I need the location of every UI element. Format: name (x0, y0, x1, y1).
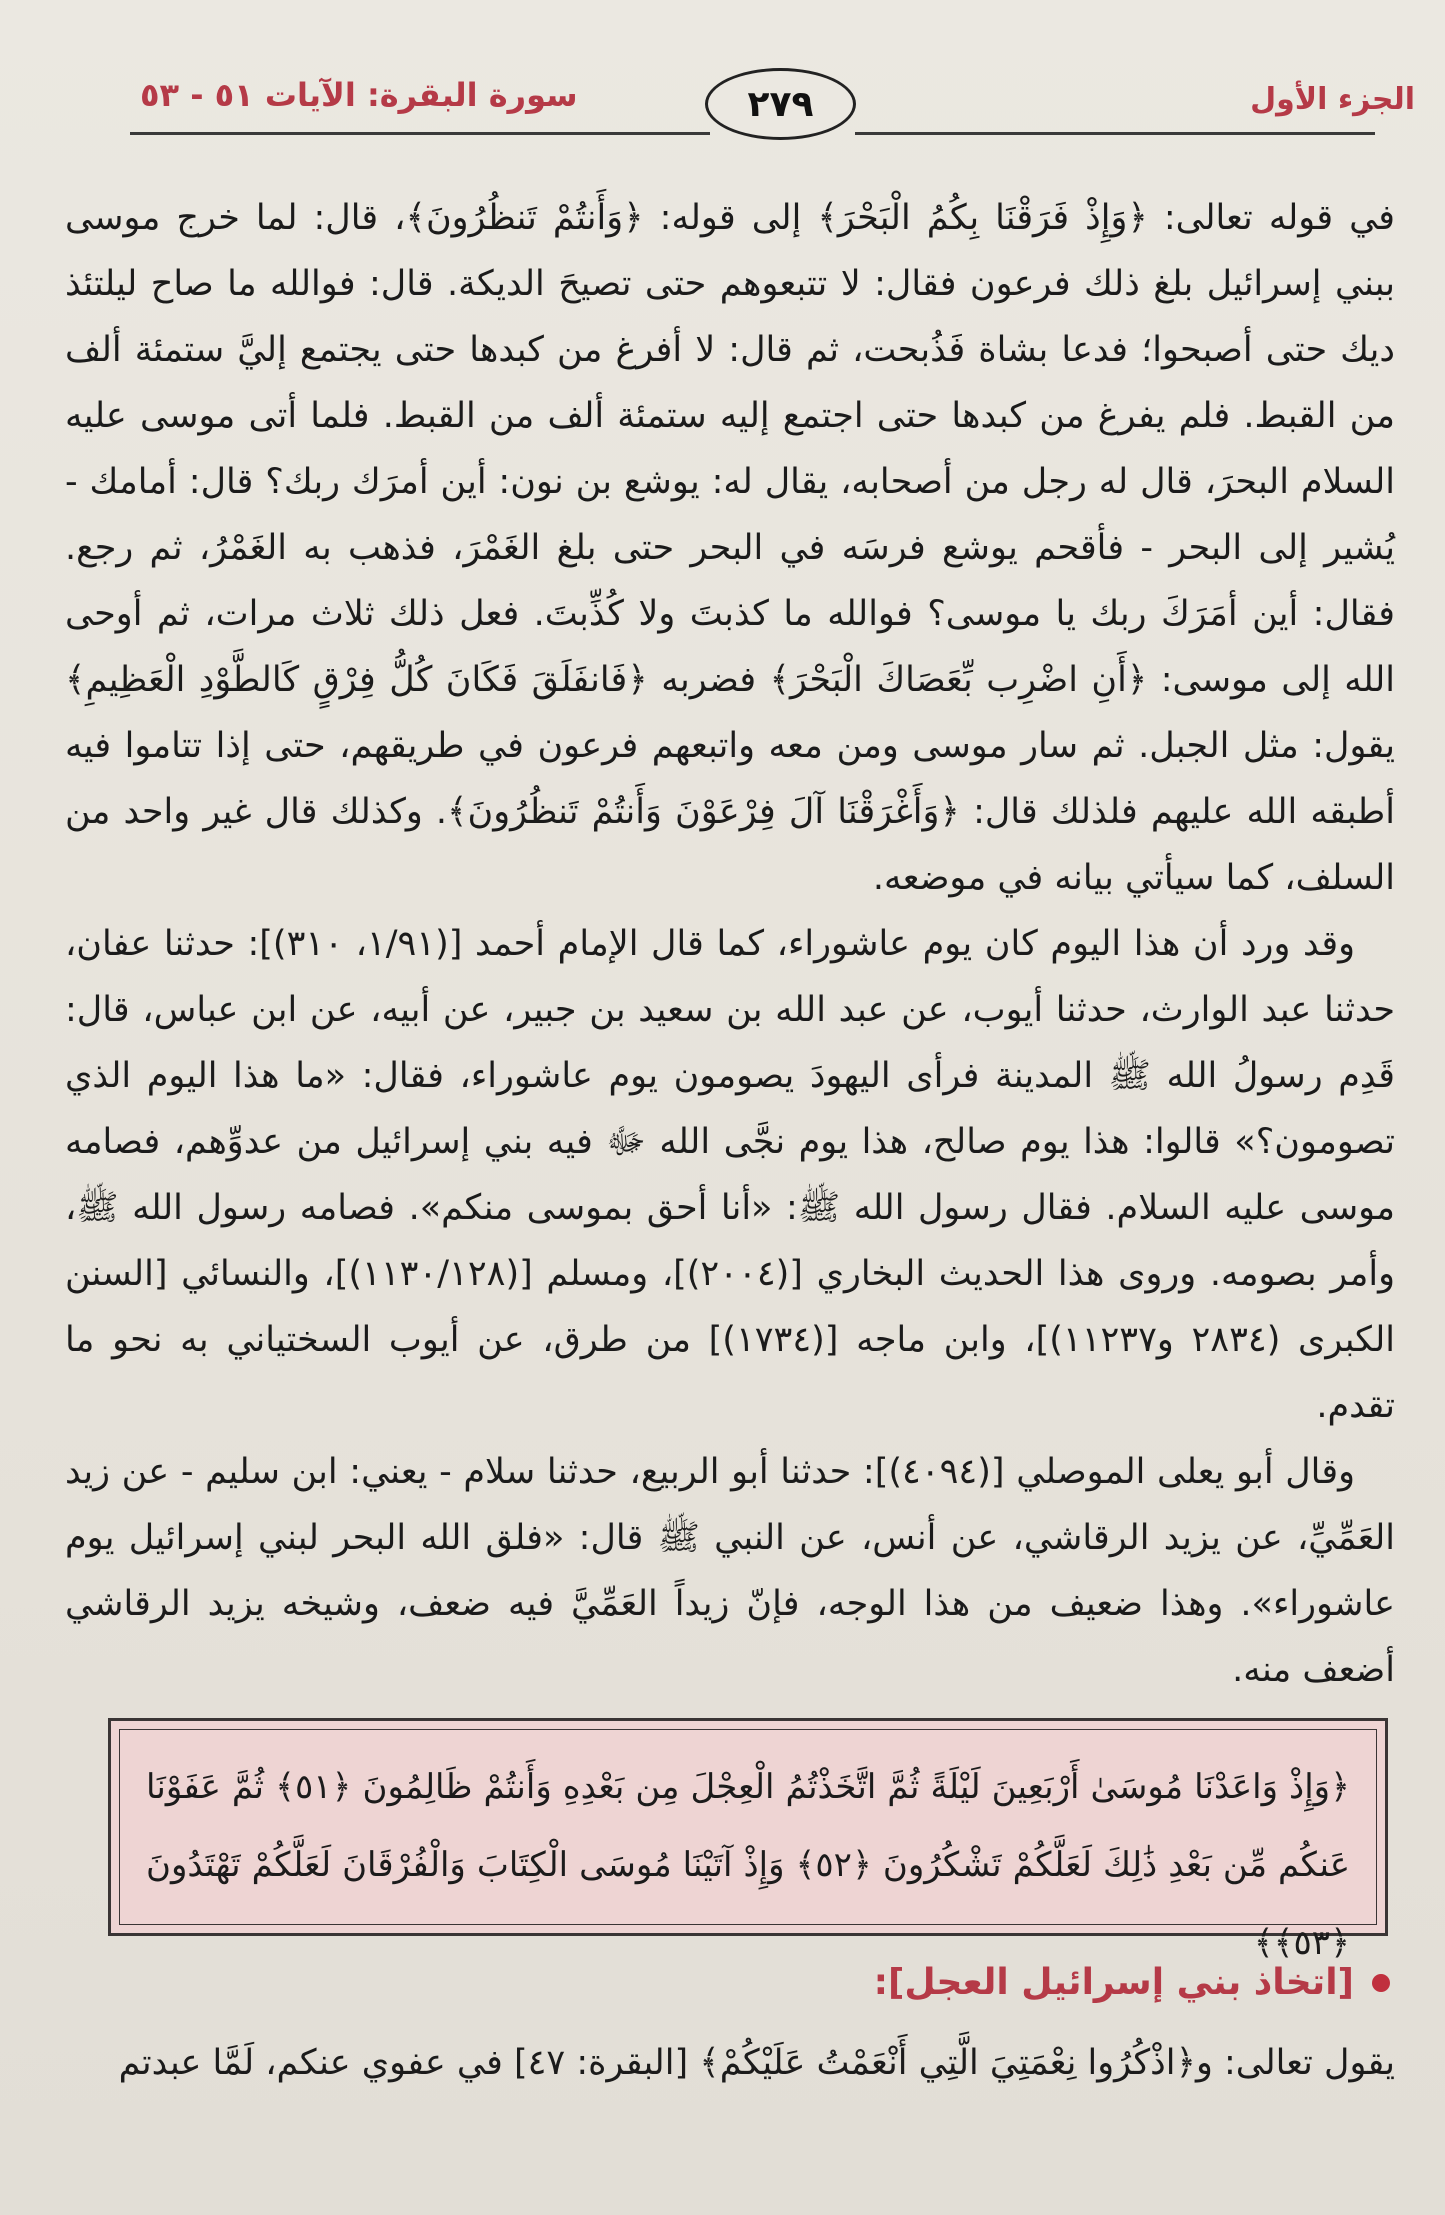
page-number: ٢٧٩ (705, 68, 856, 140)
surah-verses-title: سورة البقرة: الآيات ٥١ - ٥٣ (140, 76, 578, 114)
quran-verse-box (108, 1718, 1388, 1963)
paragraph-2: وقد ورد أن هذا اليوم كان يوم عاشوراء، كما قال الإمام أحمد [(١/٩١، ٣١٠)]: حدثنا عفان، حدثنا عبد الوارث، حدثنا أيوب، عن عبد الله بن سعيد بن جبير، عن أبيه، عن ابن عباس، قال: قَدِم رسولُ الله ﷺ المدينة فرأى اليهودَ يصومون يوم عاشوراء، فقال: «ما هذا اليوم الذي تصومون؟» قالوا: هذا يوم صالح، هذا يوم نجَّى الله ﷻ فيه بني إسرائيل من عدوِّهم، فصامه موسى عليه السلام. فقال رسول الله ﷺ: «أنا أحق بموسى منكم». فصامه رسول الله ﷺ، وأمر بصومه. وروى هذا الحديث البخاري [(٢٠٠٤)]، ومسلم [(١١٣٠/١٢٨)]، والنسائي [السنن الكبرى (٢٨٣٤ و١١٢٣٧)]، وابن ماجه [(١٧٣٤)] من طرق، عن أيوب السختياني به نحو ما تقدم. (65, 924, 1395, 1426)
commentary-text (65, 185, 1395, 1703)
paragraph-3: وقال أبو يعلى الموصلي [(٤٠٩٤)]: حدثنا أبو الربيع، حدثنا سلام - يعني: ابن سليم - عن زيد العَمِّيِّ، عن يزيد الرقاشي، عن أنس، عن النبي ﷺ قال: «فلق الله البحر لبني إسرائيل يوم عاشوراء». وهذا ضعيف من هذا الوجه، فإنّ زيداً العَمِّيَّ فيه ضعف، وشيخه يزيد الرقاشي أضعف منه. (65, 1452, 1395, 1690)
header-rule-right (855, 132, 1375, 135)
closing-line: يقول تعالى: و﴿اذْكُرُوا نِعْمَتِيَ الَّتِي أَنْعَمْتُ عَلَيْكُمْ﴾ [البقرة: ٤٧] في عفوي عنكم، لَمَّا عبدتم (118, 2043, 1395, 2083)
quran-verse-text: ﴿وَإِذْ وَاعَدْنَا مُوسَىٰ أَرْبَعِينَ لَيْلَةً ثُمَّ اتَّخَذْتُمُ الْعِجْلَ مِن بَعْدِهِ وَأَنتُمْ ظَالِمُونَ ﴿٥١﴾ ثُمَّ عَفَوْنَا عَنكُم مِّن بَعْدِ ذَٰلِكَ لَعَلَّكُمْ تَشْكُرُونَ ﴿٥٢﴾ وَإِذْ آتَيْنَا مُوسَى الْكِتَابَ وَالْفُرْقَانَ لَعَلَّكُمْ تَهْتَدُونَ ﴿٥٣﴾﴾ (119, 1729, 1377, 1925)
section-heading-text: [اتخاذ بني إسرائيل العجل]: (873, 1962, 1354, 2003)
section-heading (874, 1962, 1390, 2003)
paragraph-1: في قوله تعالى: ﴿وَإِذْ فَرَقْنَا بِكُمُ الْبَحْرَ﴾ إلى قوله: ﴿وَأَنتُمْ تَنظُرُونَ﴾، قال: لما خرج موسى ببني إسرائيل بلغ ذلك فرعون فقال: لا تتبعوهم حتى تصيحَ الديكة. قال: فوالله ما صاح ليلتئذ ديك حتى أصبحوا؛ فدعا بشاة فَذُبحت، ثم قال: لا أفرغ من كبدها حتى يجتمع إليَّ ستمئة ألف من القبط. فلم يفرغ من كبدها حتى اجتمع إليه ستمئة ألف من القبط. فلما أتى موسى عليه السلام البحرَ، قال له رجل من أصحابه، يقال له: يوشع بن نون: أين أمرَك ربك؟ قال: أمامك - يُشير إلى البحر - فأقحم يوشع فرسَه في البحر حتى بلغ الغَمْرَ، فذهب به الغَمْرُ، ثم رجع. فقال: أين أمَرَكَ ربك يا موسى؟ فوالله ما كذبتَ ولا كُذِّبتَ. فعل ذلك ثلاث مرات، ثم أوحى الله إلى موسى: ﴿أَنِ اضْرِب بِّعَصَاكَ الْبَحْرَ﴾ فضربه ﴿فَانفَلَقَ فَكَانَ كُلُّ فِرْقٍ كَالطَّوْدِ الْعَظِيمِ﴾ يقول: مثل الجبل. ثم سار موسى ومن معه واتبعهم فرعون في طريقهم، حتى إذا تتاموا فيه أطبقه الله عليهم فلذلك قال: ﴿وَأَغْرَقْنَا آلَ فِرْعَوْنَ وَأَنتُمْ تَنظُرُونَ﴾. وكذلك قال غير واحد من السلف، كما سيأتي بيانه في موضعه. (65, 198, 1395, 898)
page-header (0, 60, 1445, 150)
header-rule-left (130, 132, 710, 135)
part-title: الجزء الأول (1250, 82, 1415, 117)
bullet-icon (1372, 1974, 1390, 1992)
